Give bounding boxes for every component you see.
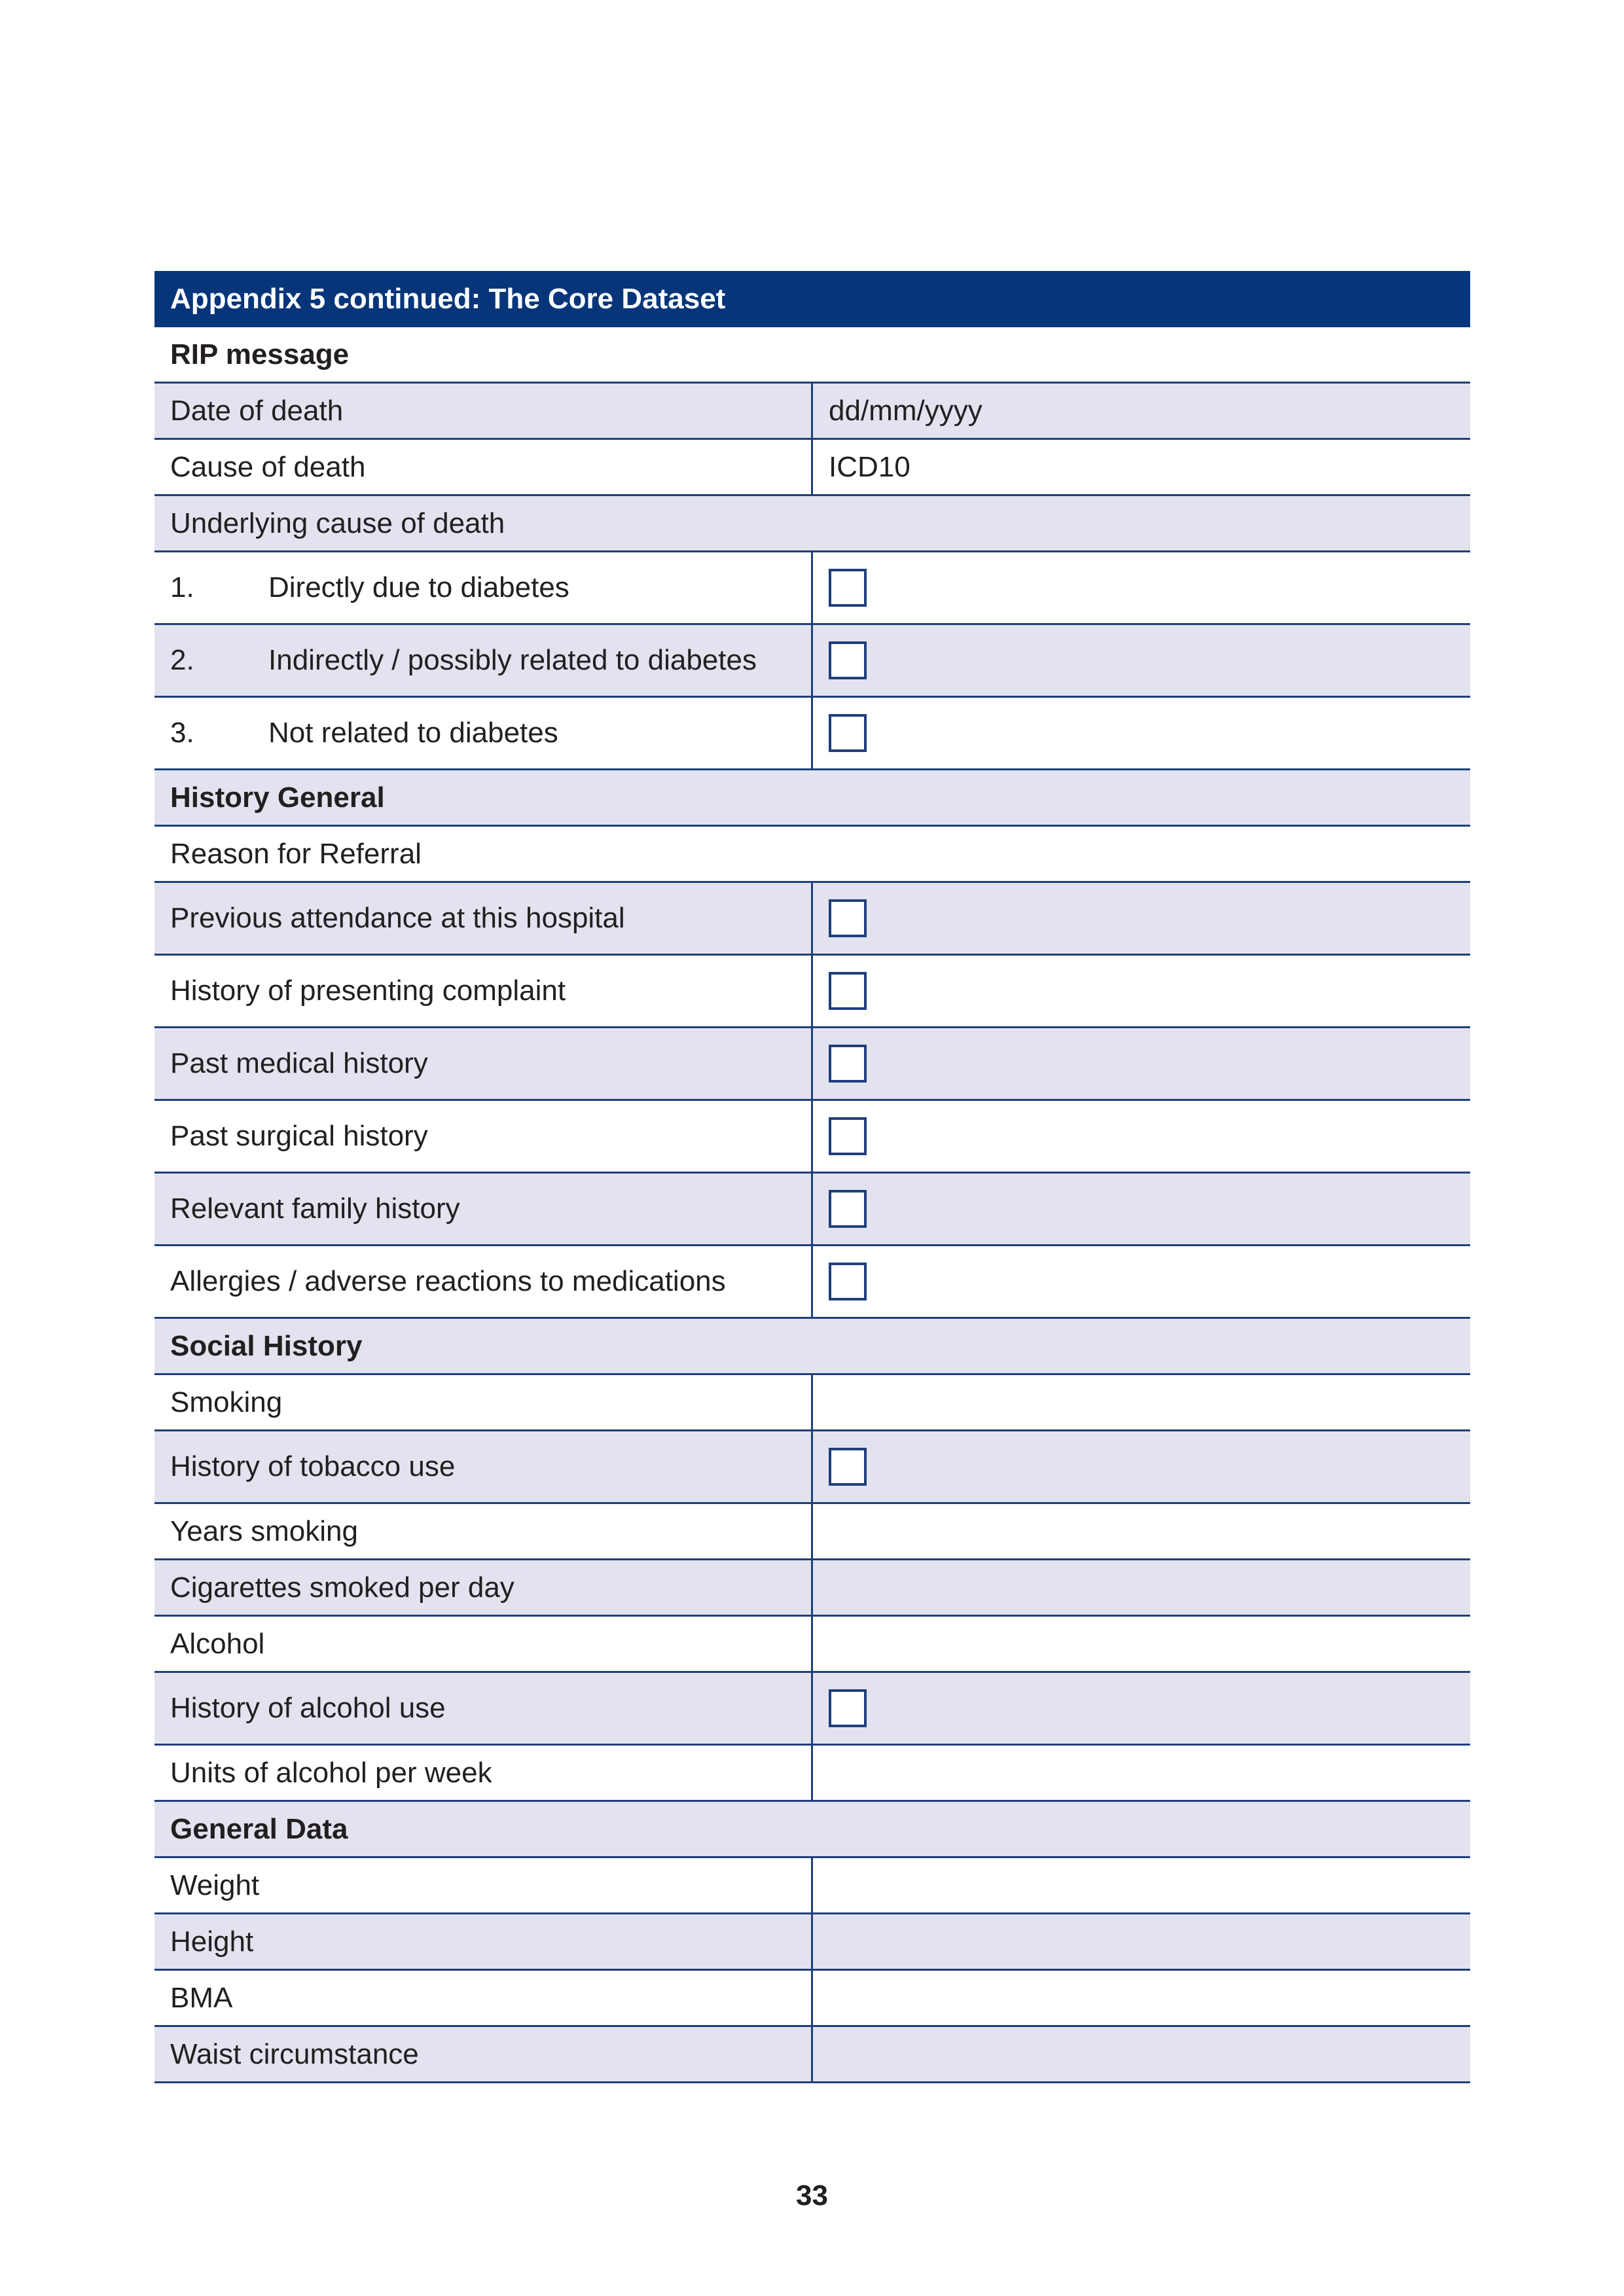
table-row-family-history: [154, 1174, 1470, 1246]
table-row-bma: [154, 1971, 1470, 2027]
date-of-death-field[interactable]: dd/mm/yyyy: [829, 394, 983, 427]
option-text: Not related to diabetes: [268, 717, 558, 749]
table-row-reason-for-referral: [154, 827, 1470, 883]
cause-of-death-field[interactable]: ICD10: [829, 450, 911, 483]
section-heading-general-data: [154, 1802, 1470, 1858]
tobacco-use-checkbox[interactable]: [829, 1448, 867, 1486]
table-row-option-3: [154, 698, 1470, 770]
table-row-past-surgical-history: [154, 1101, 1470, 1174]
option-text: Directly due to diabetes: [268, 571, 569, 603]
presenting-complaint-checkbox[interactable]: [829, 972, 867, 1010]
past-surgical-history-checkbox[interactable]: [829, 1117, 867, 1155]
smoking-field[interactable]: [813, 1375, 1470, 1429]
checkbox-cell: [813, 956, 1470, 1026]
row-label: History of tobacco use: [154, 1431, 813, 1502]
table-row-height: [154, 1914, 1470, 1971]
checkbox-cell: [813, 1431, 1470, 1502]
table-row-waist: [154, 2027, 1470, 2083]
allergies-checkbox[interactable]: [829, 1263, 867, 1300]
checkbox-cell: [813, 1174, 1470, 1244]
table-row-units-alcohol: [154, 1746, 1470, 1802]
section-heading-label: History General: [170, 781, 385, 814]
row-label: Allergies / adverse reactions to medications: [154, 1246, 813, 1317]
row-label: History of alcohol use: [154, 1673, 813, 1744]
row-label: Reason for Referral: [170, 837, 422, 870]
not-related-checkbox[interactable]: [829, 714, 867, 752]
checkbox-cell: [813, 698, 1470, 768]
table-row-weight: [154, 1858, 1470, 1914]
checkbox-cell: [813, 1246, 1470, 1317]
option-label: [154, 698, 813, 768]
table-title: Appendix 5 continued: The Core Dataset: [154, 271, 1470, 327]
table-row-underlying-cause: [154, 496, 1470, 552]
indirectly-related-checkbox[interactable]: [829, 641, 867, 679]
weight-field[interactable]: [813, 1858, 1470, 1912]
section-heading-label: General Data: [170, 1812, 348, 1845]
row-label: Height: [154, 1914, 813, 1969]
row-label: Cause of death: [154, 440, 813, 494]
family-history-checkbox[interactable]: [829, 1190, 867, 1228]
row-label: Smoking: [154, 1375, 813, 1429]
option-number: 3.: [170, 717, 194, 749]
row-label: Units of alcohol per week: [154, 1746, 813, 1800]
past-medical-history-checkbox[interactable]: [829, 1045, 867, 1083]
section-heading-history-general: [154, 770, 1470, 827]
row-label: Underlying cause of death: [170, 507, 505, 539]
section-heading-social-history: [154, 1319, 1470, 1375]
table-row-alcohol-history: [154, 1673, 1470, 1746]
row-label: Past surgical history: [154, 1101, 813, 1172]
waist-field[interactable]: [813, 2027, 1470, 2081]
table-row-tobacco-use: [154, 1431, 1470, 1504]
table-row-presenting-complaint: [154, 956, 1470, 1028]
table-row-option-2: [154, 625, 1470, 698]
table-row-option-1: [154, 552, 1470, 625]
height-field[interactable]: [813, 1914, 1470, 1969]
table-row-alcohol: [154, 1617, 1470, 1673]
row-label: Date of death: [154, 384, 813, 438]
section-heading-rip: [154, 327, 1470, 384]
alcohol-history-checkbox[interactable]: [829, 1689, 867, 1727]
checkbox-cell: [813, 625, 1470, 696]
bma-field[interactable]: [813, 1971, 1470, 2025]
years-smoking-field[interactable]: [813, 1504, 1470, 1558]
row-label: Years smoking: [154, 1504, 813, 1558]
checkbox-cell: [813, 1673, 1470, 1744]
checkbox-cell: [813, 883, 1470, 954]
option-text: Indirectly / possibly related to diabetes: [268, 644, 757, 676]
table-row-cigarettes: [154, 1560, 1470, 1617]
row-label: History of presenting complaint: [154, 956, 813, 1026]
option-label: [154, 552, 813, 623]
checkbox-cell: [813, 1028, 1470, 1099]
row-label: Alcohol: [154, 1617, 813, 1671]
units-alcohol-field[interactable]: [813, 1746, 1470, 1800]
section-heading-label: Social History: [170, 1329, 363, 1362]
alcohol-field[interactable]: [813, 1617, 1470, 1671]
checkbox-cell: [813, 552, 1470, 623]
table-row-previous-attendance: [154, 883, 1470, 956]
row-label: Relevant family history: [154, 1174, 813, 1244]
row-label: Waist circumstance: [154, 2027, 813, 2081]
cigarettes-field[interactable]: [813, 1560, 1470, 1615]
table-row-date-of-death: [154, 384, 1470, 440]
core-dataset-table: [154, 271, 1470, 2083]
previous-attendance-checkbox[interactable]: [829, 899, 867, 937]
page-number: 33: [796, 2179, 828, 2212]
row-label: Weight: [154, 1858, 813, 1912]
table-row-smoking: [154, 1375, 1470, 1431]
row-label: Previous attendance at this hospital: [154, 883, 813, 954]
table-row-cause-of-death: [154, 440, 1470, 496]
row-label: BMA: [154, 1971, 813, 2025]
option-label: [154, 625, 813, 696]
row-label: Cigarettes smoked per day: [154, 1560, 813, 1615]
section-heading-label: RIP message: [170, 338, 350, 370]
checkbox-cell: [813, 1101, 1470, 1172]
option-number: 1.: [170, 571, 194, 603]
row-label: Past medical history: [154, 1028, 813, 1099]
table-row-allergies: [154, 1246, 1470, 1319]
directly-due-checkbox[interactable]: [829, 569, 867, 607]
table-row-years-smoking: [154, 1504, 1470, 1560]
option-number: 2.: [170, 644, 194, 676]
table-row-past-medical-history: [154, 1028, 1470, 1101]
